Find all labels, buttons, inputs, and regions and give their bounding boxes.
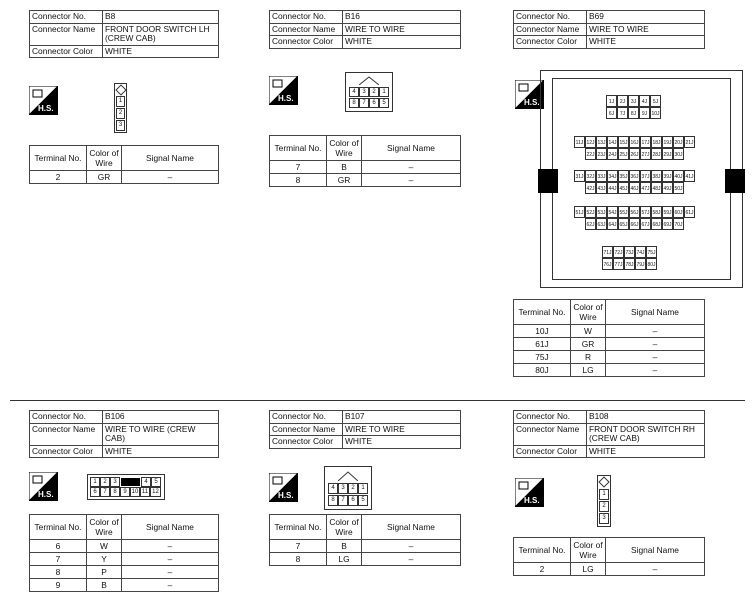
connector-b107-info: Connector No. B107 Connector Name WIRE TO WIRE Connector Color WHITE [269, 410, 461, 449]
pin: 46J [629, 182, 640, 194]
pin: 73J [624, 246, 635, 258]
pin: 2J [617, 95, 628, 107]
pin: 17J [640, 136, 651, 148]
pin: 7J [617, 107, 628, 119]
info-key: Connector Color [30, 45, 103, 58]
harness-side-icon [29, 472, 58, 501]
pin: 51J [574, 206, 585, 218]
table-row: 6 W – [30, 540, 219, 553]
hs-label: H.S. [38, 104, 54, 113]
pin: 79J [635, 258, 646, 270]
col-header: Signal Name [122, 146, 219, 171]
harness-side-icon [269, 76, 298, 105]
svg-text:H.S.: H.S. [278, 94, 294, 103]
table-row: 8 GR – [270, 174, 461, 187]
pin: 75J [646, 246, 657, 258]
pin: 64J [607, 218, 618, 230]
col-header: Color of Wire [87, 146, 122, 171]
info-value: B8 [103, 11, 219, 24]
table-row: 61J GR – [514, 338, 705, 351]
pin: 19J [662, 136, 673, 148]
harness-side-icon [29, 86, 58, 115]
pin: 23J [596, 148, 607, 160]
keyway-block [121, 478, 140, 486]
table-row: 7 B – [270, 540, 461, 553]
pin: 24J [607, 148, 618, 160]
table-row: 2 LG – [514, 563, 705, 576]
info-key: Connector Name [30, 23, 103, 45]
pin: 58J [651, 206, 662, 218]
pin: 35J [618, 170, 629, 182]
table-row: 9 B – [30, 579, 219, 592]
pin: 61J [684, 206, 695, 218]
connector-b16-face: 4 3 2 1 8 7 6 5 [345, 72, 393, 112]
pin: 37J [640, 170, 651, 182]
pin: 30J [673, 148, 684, 160]
pin: 38J [651, 170, 662, 182]
pin: 49J [662, 182, 673, 194]
pin: 77J [613, 258, 624, 270]
connector-b8-face [114, 83, 127, 133]
table-row: 7 B – [270, 161, 461, 174]
pin: 44J [607, 182, 618, 194]
pin: 56J [629, 206, 640, 218]
pin: 59J [662, 206, 673, 218]
table-row: 2 GR – [30, 171, 219, 184]
table-row: 8 P – [30, 566, 219, 579]
info-value: FRONT DOOR SWITCH LH (CREW CAB) [103, 23, 219, 45]
pin: 45J [618, 182, 629, 194]
pin: 67J [640, 218, 651, 230]
pin: 54J [607, 206, 618, 218]
svg-text:H.S.: H.S. [278, 491, 294, 500]
pin: 36J [629, 170, 640, 182]
pin: 34J [607, 170, 618, 182]
table-row: 80J LG – [514, 364, 705, 377]
connector-b69-terminals: Terminal No. Color of Wire Signal Name 10J W – 61J GR – 75J R – 80J LG – [513, 299, 705, 377]
pin: 50J [673, 182, 684, 194]
pin: 6J [606, 107, 617, 119]
pin: 21J [684, 136, 695, 148]
pin: 39J [662, 170, 673, 182]
pin: 5J [650, 95, 661, 107]
pin: 13J [596, 136, 607, 148]
pin: 63J [596, 218, 607, 230]
svg-text:H.S.: H.S. [524, 98, 540, 107]
pin: 28J [651, 148, 662, 160]
pin: 16J [629, 136, 640, 148]
pin: 22J [585, 148, 596, 160]
table-row: 75J R – [514, 351, 705, 364]
connector-b107-terminals: Terminal No. Color of Wire Signal Name 7 B – 8 LG – [269, 514, 461, 566]
pin: 25J [618, 148, 629, 160]
pin: 47J [640, 182, 651, 194]
pin: 76J [602, 258, 613, 270]
connector-b16-info: Connector No. B16 Connector Name WIRE TO WIRE Connector Color WHITE [269, 10, 461, 49]
pin: 52J [585, 206, 596, 218]
pin: 42J [585, 182, 596, 194]
pin: 1J [606, 95, 617, 107]
connector-b107-face: 4 3 2 1 8 7 6 5 [324, 466, 372, 510]
connector-b108-info: Connector No. B108 Connector Name FRONT DOOR SWITCH RH (CREW CAB) Connector Color WHITE [513, 410, 705, 458]
pin: 78J [624, 258, 635, 270]
pin: 32J [585, 170, 596, 182]
latch-icon [338, 469, 358, 481]
pin: 26J [629, 148, 640, 160]
pin: 4J [639, 95, 650, 107]
pin: 70J [673, 218, 684, 230]
pin: 71J [602, 246, 613, 258]
pin: 72J [613, 246, 624, 258]
section-divider [10, 400, 745, 401]
latch-icon [359, 75, 379, 85]
pin: 66J [629, 218, 640, 230]
col-header: Terminal No. [30, 146, 87, 171]
info-value: WHITE [103, 45, 219, 58]
pin: 15J [618, 136, 629, 148]
pin: 65J [618, 218, 629, 230]
pin: 10J [650, 107, 661, 119]
pin: 48J [651, 182, 662, 194]
pin: 68J [651, 218, 662, 230]
table-row: 7 Y – [30, 553, 219, 566]
table-row: 8 LG – [270, 553, 461, 566]
connector-b106-terminals: Terminal No. Color of Wire Signal Name 6 W – 7 Y – 8 P – 9 B – [29, 514, 219, 592]
pin: 69J [662, 218, 673, 230]
pin: 27J [640, 148, 651, 160]
pin: 31J [574, 170, 585, 182]
connector-b108-face: 1 2 3 [597, 475, 611, 527]
pin: 1 [116, 96, 125, 107]
harness-side-icon [515, 478, 544, 507]
pin: 57J [640, 206, 651, 218]
pin: 14J [607, 136, 618, 148]
connector-b106-face: 1 2 3 4 5 6 7 8 9 10 11 12 [87, 474, 165, 500]
pin: 20J [673, 136, 684, 148]
pin: 29J [662, 148, 673, 160]
pin: 2 [116, 108, 125, 119]
pin: 41J [684, 170, 695, 182]
pin: 80J [646, 258, 657, 270]
connector-b69-info: Connector No. B69 Connector Name WIRE TO WIRE Connector Color WHITE [513, 10, 705, 49]
pin: 33J [596, 170, 607, 182]
pin: 3J [628, 95, 639, 107]
connector-b8-info [29, 10, 219, 58]
harness-side-icon [269, 473, 298, 502]
pin: 8J [628, 107, 639, 119]
connector-b106-info: Connector No. B106 Connector Name WIRE TO WIRE (CREW CAB) Connector Color WHITE [29, 410, 219, 458]
pin: 53J [596, 206, 607, 218]
svg-text:H.S.: H.S. [524, 496, 540, 505]
connector-b16-terminals: Terminal No. Color of Wire Signal Name 7 B – 8 GR – [269, 135, 461, 187]
pin: 74J [635, 246, 646, 258]
pin: 3 [116, 120, 125, 131]
connector-b8-terminals [29, 145, 219, 184]
info-key: Connector No. [30, 11, 103, 24]
pin: 60J [673, 206, 684, 218]
svg-text:H.S.: H.S. [38, 490, 54, 499]
pin: 55J [618, 206, 629, 218]
connector-b69-face [538, 68, 745, 290]
connector-b108-terminals: Terminal No. Color of Wire Signal Name 2 LG – [513, 537, 705, 576]
pin: 9J [639, 107, 650, 119]
pin: 40J [673, 170, 684, 182]
pin: 18J [651, 136, 662, 148]
pin: 43J [596, 182, 607, 194]
pin: 11J [574, 136, 585, 148]
table-row: 10J W – [514, 325, 705, 338]
pin: 12J [585, 136, 596, 148]
pin: 62J [585, 218, 596, 230]
